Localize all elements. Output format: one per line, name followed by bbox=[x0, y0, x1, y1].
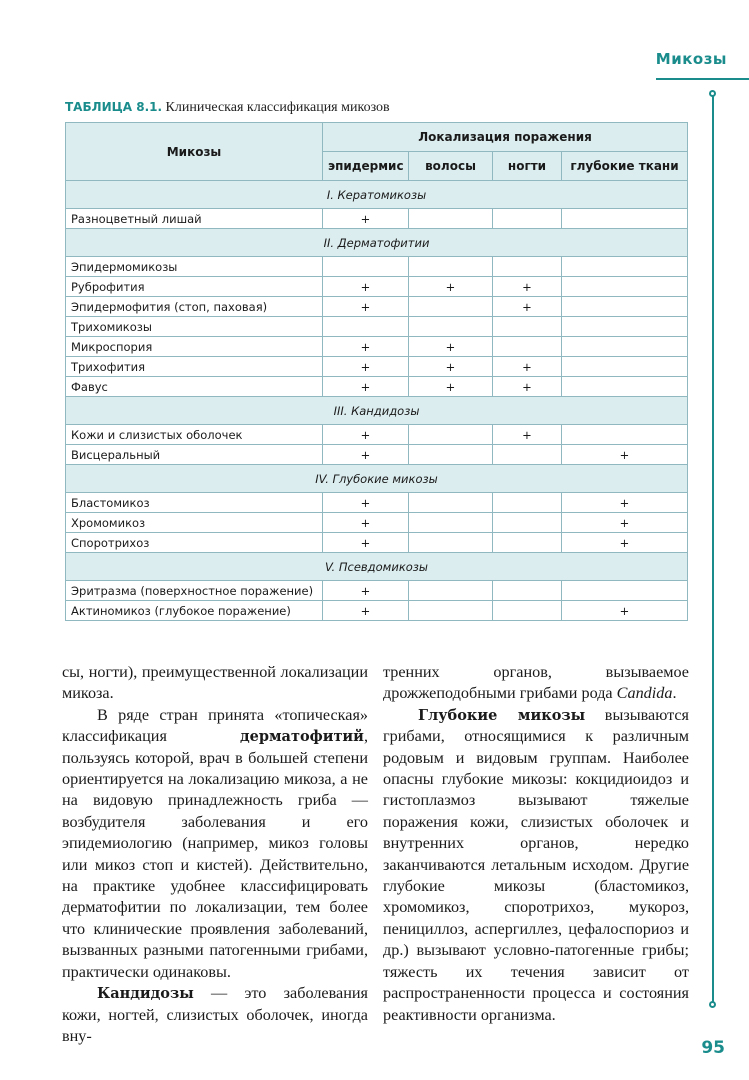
mark-cell: + bbox=[562, 533, 688, 553]
table-section-row bbox=[66, 553, 688, 581]
row-label: Споротрихоз bbox=[66, 533, 323, 553]
row-label: Эритразма (поверхностное поражение) bbox=[66, 581, 323, 601]
mark-cell: + bbox=[409, 337, 493, 357]
paragraph: сы, ногти), преимущественной локализации микоза. bbox=[62, 663, 368, 703]
row-label: Бластомикоз bbox=[66, 493, 323, 513]
mark-cell bbox=[493, 513, 562, 533]
section-label: III. Кандидозы bbox=[66, 397, 688, 425]
mark-cell bbox=[562, 209, 688, 229]
table-row bbox=[66, 581, 688, 601]
table-row bbox=[66, 513, 688, 533]
row-label: Кожи и слизистых оболочек bbox=[66, 425, 323, 445]
row-label: Трихомикозы bbox=[66, 317, 323, 337]
mark-cell bbox=[409, 425, 493, 445]
table-row bbox=[66, 209, 688, 229]
mark-cell: + bbox=[323, 337, 409, 357]
mark-cell: + bbox=[493, 277, 562, 297]
mark-cell bbox=[493, 317, 562, 337]
mark-cell: + bbox=[323, 445, 409, 465]
page-number: 95 bbox=[701, 1038, 725, 1058]
table-caption-label: ТАБЛИЦА 8.1. bbox=[65, 100, 163, 114]
running-title: Микозы bbox=[655, 50, 727, 68]
mark-cell bbox=[323, 257, 409, 277]
mark-cell bbox=[562, 257, 688, 277]
header-col: волосы bbox=[409, 152, 493, 181]
row-label: Фавус bbox=[66, 377, 323, 397]
paragraph: тренних органов, вызываемое дрожжеподобными грибами рода Candida. bbox=[383, 663, 689, 703]
mark-cell: + bbox=[323, 425, 409, 445]
mark-cell: + bbox=[323, 277, 409, 297]
mark-cell: + bbox=[493, 377, 562, 397]
paragraph: В ряде стран принята «топическая» классификация дерматофитий, пользуясь которой, врач в большей степени ориентируется на локализацию микоза, а не на видовую принадлежность гриба — возбудителя заболевания и его эпидемиологию (например, микоз головы или микоз стоп и кистей). Действительно, на практике удобнее классифицировать дерматофитии по локализации, тем более что клинические проявления заболеваний, вызванных разными патогенными грибами, практически одинаковы. bbox=[62, 705, 368, 981]
mark-cell bbox=[562, 297, 688, 317]
table-caption-text: Клиническая классификация микозов bbox=[165, 100, 390, 115]
mark-cell bbox=[562, 277, 688, 297]
mark-cell: + bbox=[493, 297, 562, 317]
header-mycoses: Микозы bbox=[66, 123, 323, 181]
paragraph: Кандидозы — это заболевания кожи, ногтей, слизистых оболочек, иногда вну- bbox=[62, 984, 368, 1045]
header-col: ногти bbox=[493, 152, 562, 181]
mark-cell: + bbox=[409, 357, 493, 377]
table-subgroup-row bbox=[66, 257, 688, 277]
header-localization: Локализация поражения bbox=[323, 123, 688, 152]
mark-cell bbox=[493, 533, 562, 553]
mark-cell: + bbox=[493, 357, 562, 377]
header-col: глубокие ткани bbox=[562, 152, 688, 181]
mark-cell bbox=[562, 377, 688, 397]
mark-cell bbox=[323, 317, 409, 337]
mark-cell bbox=[409, 493, 493, 513]
mark-cell bbox=[562, 425, 688, 445]
mark-cell: + bbox=[562, 493, 688, 513]
row-label: Висцеральный bbox=[66, 445, 323, 465]
text-column-right bbox=[383, 662, 689, 1026]
row-label: Руброфития bbox=[66, 277, 323, 297]
row-label: Эпидермомикозы bbox=[66, 257, 323, 277]
mark-cell: + bbox=[323, 209, 409, 229]
table-row bbox=[66, 493, 688, 513]
row-label: Трихофития bbox=[66, 357, 323, 377]
mark-cell bbox=[493, 581, 562, 601]
mark-cell bbox=[409, 445, 493, 465]
mark-cell: + bbox=[323, 493, 409, 513]
table-row bbox=[66, 445, 688, 465]
mark-cell bbox=[562, 357, 688, 377]
mark-cell bbox=[409, 533, 493, 553]
mark-cell: + bbox=[323, 357, 409, 377]
mark-cell bbox=[562, 317, 688, 337]
mark-cell bbox=[409, 581, 493, 601]
margin-rule bbox=[712, 96, 714, 1004]
table-row bbox=[66, 297, 688, 317]
mark-cell: + bbox=[323, 513, 409, 533]
table-section-row bbox=[66, 181, 688, 209]
mark-cell bbox=[562, 581, 688, 601]
mark-cell bbox=[409, 513, 493, 533]
mark-cell bbox=[409, 297, 493, 317]
paragraph: Глубокие микозы вызываются грибами, относящимися к различным родовым и видовым группам. Наиболее опасны глубокие микозы: кокцидиоидоз и гистоплазмоз вызывают тяжелые поражения кожи, слизистых оболочек и внутренних органов, нередко заканчиваются летальным исходом. Другие глубокие микозы (бластомикоз, хромомикоз, споротрихоз, мукороз, пенициллоз, аспергиллез, цефалоспориоз и др.) вызывают условно-патогенные грибы; тяжесть их течения зависит от распространенности процесса и состояния реактивности организма. bbox=[383, 705, 689, 1024]
table-row bbox=[66, 377, 688, 397]
mark-cell: + bbox=[323, 601, 409, 621]
table-row bbox=[66, 601, 688, 621]
table-row bbox=[66, 357, 688, 377]
mark-cell: + bbox=[562, 513, 688, 533]
table-row bbox=[66, 425, 688, 445]
mark-cell: + bbox=[493, 425, 562, 445]
margin-rule-top-dot bbox=[709, 90, 716, 97]
mark-cell bbox=[493, 445, 562, 465]
section-label: IV. Глубокие микозы bbox=[66, 465, 688, 493]
mark-cell: + bbox=[562, 601, 688, 621]
header-rule bbox=[656, 78, 749, 80]
mark-cell bbox=[493, 601, 562, 621]
margin-rule-bottom-dot bbox=[709, 1001, 716, 1008]
mark-cell: + bbox=[323, 297, 409, 317]
mark-cell bbox=[409, 209, 493, 229]
section-label: V. Псевдомикозы bbox=[66, 553, 688, 581]
table-row bbox=[66, 277, 688, 297]
mark-cell: + bbox=[409, 377, 493, 397]
mark-cell: + bbox=[562, 445, 688, 465]
mark-cell bbox=[493, 257, 562, 277]
mark-cell bbox=[493, 493, 562, 513]
row-label: Актиномикоз (глубокое поражение) bbox=[66, 601, 323, 621]
row-label: Эпидермофития (стоп, паховая) bbox=[66, 297, 323, 317]
mark-cell: + bbox=[409, 277, 493, 297]
table-section-row bbox=[66, 397, 688, 425]
table-row bbox=[66, 533, 688, 553]
mark-cell bbox=[562, 337, 688, 357]
mark-cell bbox=[493, 209, 562, 229]
mark-cell bbox=[409, 257, 493, 277]
text-column-left bbox=[62, 662, 368, 1047]
header-col: эпидермис bbox=[323, 152, 409, 181]
row-label: Разноцветный лишай bbox=[66, 209, 323, 229]
mark-cell bbox=[409, 317, 493, 337]
mark-cell bbox=[409, 601, 493, 621]
table-subgroup-row bbox=[66, 317, 688, 337]
table-row bbox=[66, 337, 688, 357]
section-label: II. Дерматофитии bbox=[66, 229, 688, 257]
mark-cell: + bbox=[323, 377, 409, 397]
section-label: I. Кератомикозы bbox=[66, 181, 688, 209]
mark-cell bbox=[493, 337, 562, 357]
table-section-row bbox=[66, 465, 688, 493]
table-caption bbox=[65, 100, 390, 116]
mark-cell: + bbox=[323, 533, 409, 553]
mark-cell: + bbox=[323, 581, 409, 601]
table-section-row bbox=[66, 229, 688, 257]
classification-table bbox=[65, 122, 688, 621]
row-label: Микроспория bbox=[66, 337, 323, 357]
row-label: Хромомикоз bbox=[66, 513, 323, 533]
